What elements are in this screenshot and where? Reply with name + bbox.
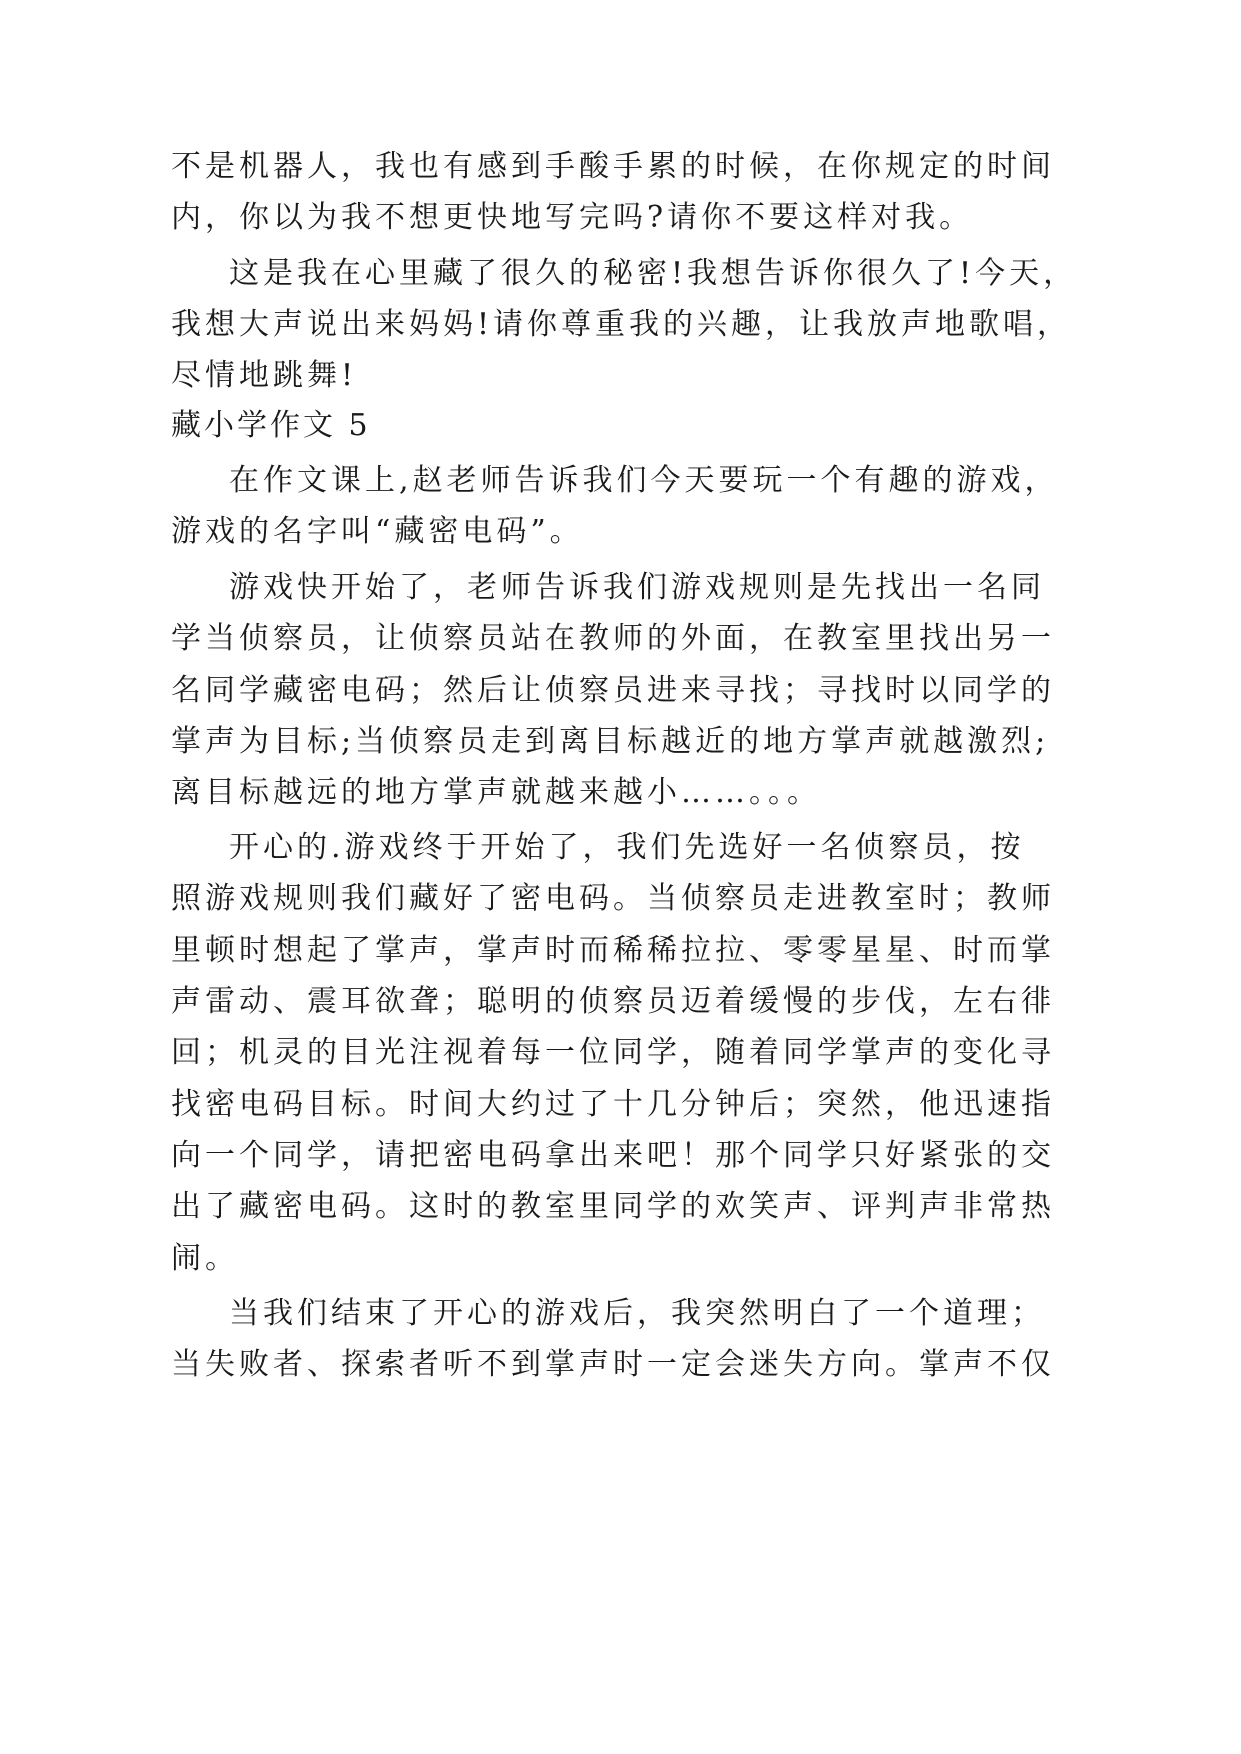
- text-line: 当失败者、探索者听不到掌声时一定会迷失方向。掌声不仅: [171, 1347, 1055, 1382]
- text-line: 照游戏规则我们藏好了密电码。当侦察员走进教室时；教师: [171, 881, 1055, 916]
- text-line: 这是我在心里藏了很久的秘密!我想告诉你很久了!今天，: [229, 256, 1078, 291]
- text-line: 向一个同学，请把密电码拿出来吧！那个同学只好紧张的交: [171, 1138, 1055, 1173]
- text-line: 学当侦察员，让侦察员站在教师的外面，在教室里找出另一: [171, 621, 1055, 656]
- text-line: 出了藏密电码。这时的教室里同学的欢笑声、评判声非常热: [171, 1189, 1055, 1224]
- text-line: 找密电码目标。时间大约过了十几分钟后；突然，他迅速指: [171, 1087, 1055, 1122]
- text-line: 当我们结束了开心的游戏后，我突然明白了一个道理；: [229, 1296, 1045, 1331]
- text-line: 在作文课上,赵老师告诉我们今天要玩一个有趣的游戏，: [229, 463, 1059, 498]
- text-line: 声雷动、震耳欲聋；聪明的侦察员迈着缓慢的步伐，左右徘: [171, 984, 1055, 1019]
- text-line: 尽情地跳舞!: [171, 358, 358, 393]
- text-line: 开心的.游戏终于开始了，我们先选好一名侦察员，按: [229, 830, 1025, 865]
- text-line: 名同学藏密电码；然后让侦察员进来寻找；寻找时以同学的: [171, 673, 1055, 708]
- text-line: 离目标越远的地方掌声就越来越小……。。。: [171, 775, 821, 810]
- section-heading: 藏小学作文 5: [171, 408, 371, 443]
- text-line: 游戏快开始了，老师告诉我们游戏规则是先找出一名同: [229, 570, 1045, 605]
- text-line: 不是机器人，我也有感到手酸手累的时候，在你规定的时间: [171, 149, 1055, 184]
- text-line: 闹。: [171, 1241, 239, 1276]
- text-line: 我想大声说出来妈妈!请你尊重我的兴趣，让我放声地歌唱，: [171, 307, 1072, 342]
- text-line: 里顿时想起了掌声，掌声时而稀稀拉拉、零零星星、时而掌: [171, 933, 1055, 968]
- text-line: 游戏的名字叫“藏密电码”。: [171, 514, 584, 549]
- text-line: 掌声为目标;当侦察员走到离目标越近的地方掌声就越激烈;: [171, 724, 1050, 759]
- text-line: 内，你以为我不想更快地写完吗?请你不要这样对我。: [171, 200, 974, 235]
- text-line: 回；机灵的目光注视着每一位同学，随着同学掌声的变化寻: [171, 1035, 1055, 1070]
